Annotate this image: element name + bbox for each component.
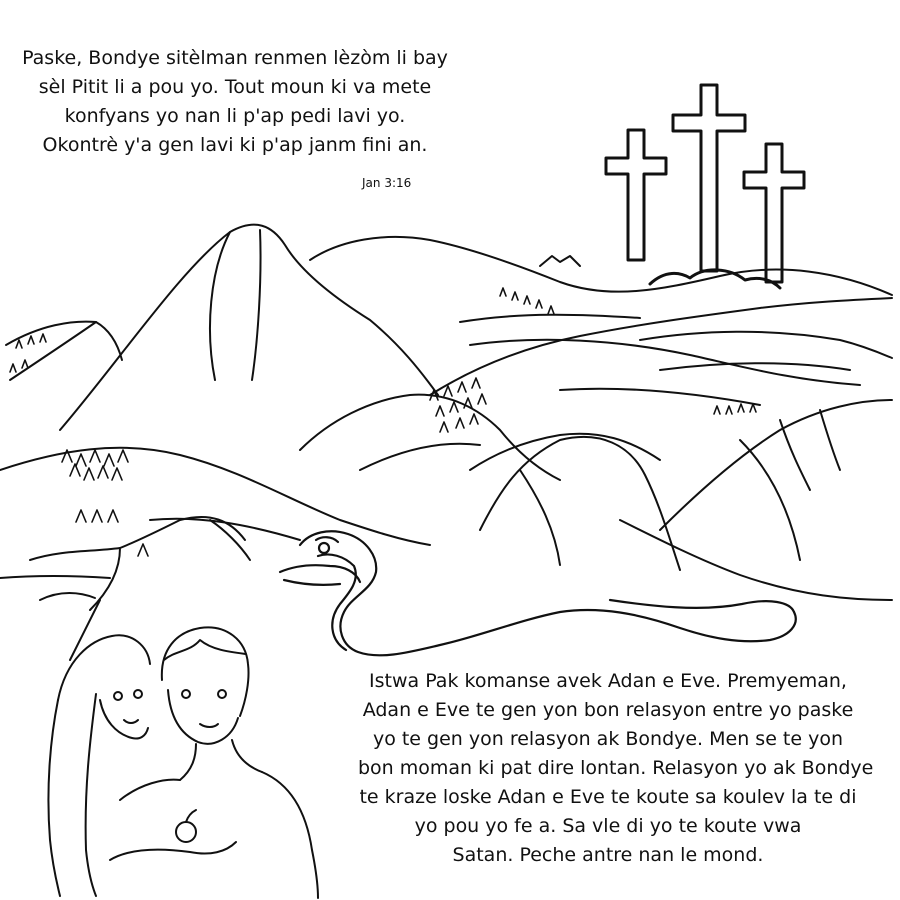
verse-reference: Jan 3:16 xyxy=(362,176,412,190)
apple-icon xyxy=(176,810,196,842)
story-line: Adan e Eve te gen yon bon relasyon entre yo paske xyxy=(362,699,854,721)
verse-line: Paske, Bondye sitèlman renmen lèzòm li bay xyxy=(22,47,448,69)
verse-line: konfyans yo nan li p'ap pedi lavi yo. xyxy=(64,105,406,127)
three-crosses-icon xyxy=(606,85,804,288)
tree xyxy=(30,517,245,660)
verse-line: Okontrè y'a gen lavi ki p'ap janm fini an. xyxy=(42,134,428,156)
eve-figure xyxy=(48,635,150,896)
serpent-icon xyxy=(280,531,796,655)
adam-figure xyxy=(110,627,318,898)
story-line: Satan. Peche antre nan le mond. xyxy=(452,844,764,866)
verse-line: sèl Pitit li a pou yo. Tout moun ki va mete xyxy=(38,76,432,98)
story-line: Istwa Pak komanse avek Adan e Eve. Premyeman, xyxy=(369,670,847,692)
mountains xyxy=(0,225,892,600)
story-line: yo te gen yon relasyon ak Bondye. Men se te yon xyxy=(372,728,844,750)
story-line: yo pou yo fe a. Sa vle di yo te koute vwa xyxy=(414,815,802,837)
verse-text xyxy=(20,44,450,160)
story-line: bon moman ki pat dire lontan. Relasyon yo ak Bondye xyxy=(358,757,874,779)
story-line: te kraze loske Adan e Eve te koute sa koulev la te di xyxy=(359,786,857,808)
story-text xyxy=(358,667,874,870)
pine-trees xyxy=(10,288,756,556)
